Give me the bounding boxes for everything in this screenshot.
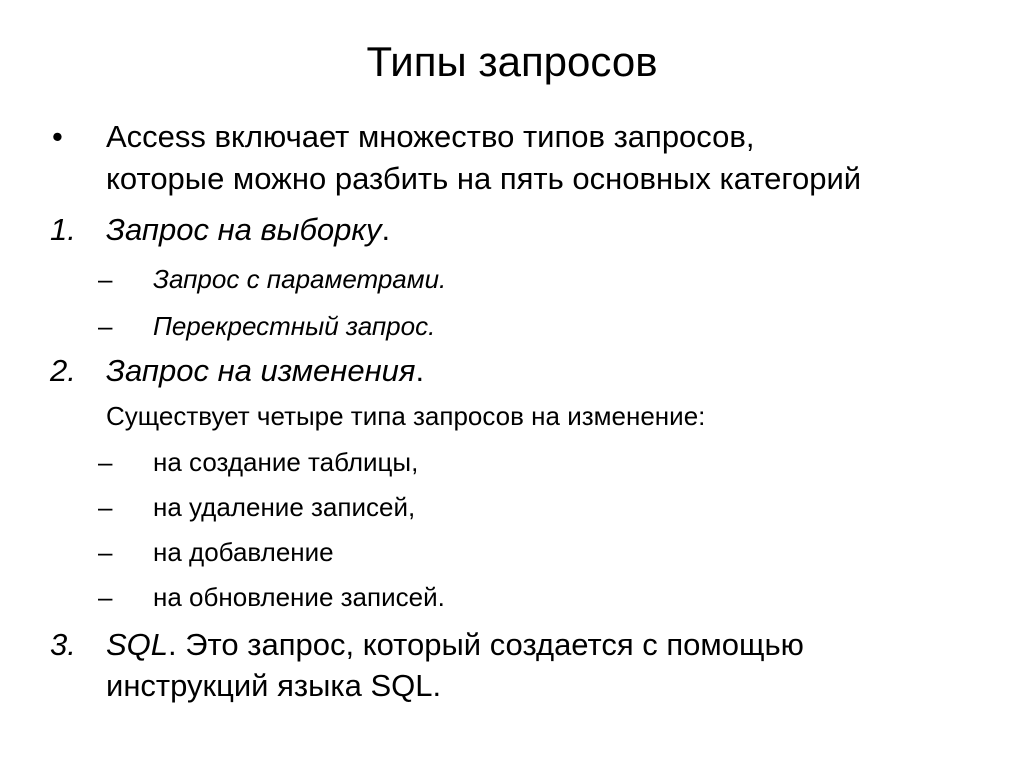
item-1-end: . <box>381 212 391 247</box>
item-3-sql: SQL <box>106 627 169 662</box>
item-2-sub-4-text: на обновление записей. <box>153 582 445 612</box>
item-2-sub-1-dash: – <box>98 447 113 477</box>
item-2-sub-4-dash: – <box>98 582 113 612</box>
item-2-sub-2-dash: – <box>98 492 113 522</box>
item-2-number: 2. <box>50 353 76 388</box>
item-2-sub-2-text: на удаление записей, <box>153 492 416 522</box>
item-1-number: 1. <box>50 212 76 247</box>
intro-line-2: которые можно разбить на пять основных категорий <box>106 161 862 196</box>
item-2-heading <box>106 352 424 390</box>
item-2-end: . <box>415 353 425 388</box>
intro-line-1: Access включает множество типов запросов, <box>106 119 755 154</box>
item-3-line-2: инструкций языка SQL. <box>106 668 442 703</box>
item-1-sub-1-dash: – <box>98 264 113 294</box>
item-1-heading <box>106 211 390 249</box>
item-1-sub-2-text: Перекрестный запрос. <box>153 311 436 341</box>
item-2-text: Запрос на изменения <box>106 353 416 388</box>
item-3-line-1 <box>106 626 804 664</box>
item-1-sub-1-text: Запрос с параметрами. <box>153 264 447 294</box>
item-3-number: 3. <box>50 627 76 662</box>
item-2-sub-1-text: на создание таблицы, <box>153 447 419 477</box>
item-3-line-1-rest: . Это запрос, который создается с помощью <box>168 627 804 662</box>
item-1-sub-2-dash: – <box>98 311 113 341</box>
item-2-note: Существует четыре типа запросов на изменение: <box>106 401 706 431</box>
item-1-text: Запрос на выборку <box>106 212 382 247</box>
item-2-sub-3-dash: – <box>98 537 113 567</box>
intro-bullet: • <box>52 119 63 154</box>
item-2-sub-3-text: на добавление <box>153 537 334 567</box>
slide-title: Типы запросов <box>366 38 658 85</box>
